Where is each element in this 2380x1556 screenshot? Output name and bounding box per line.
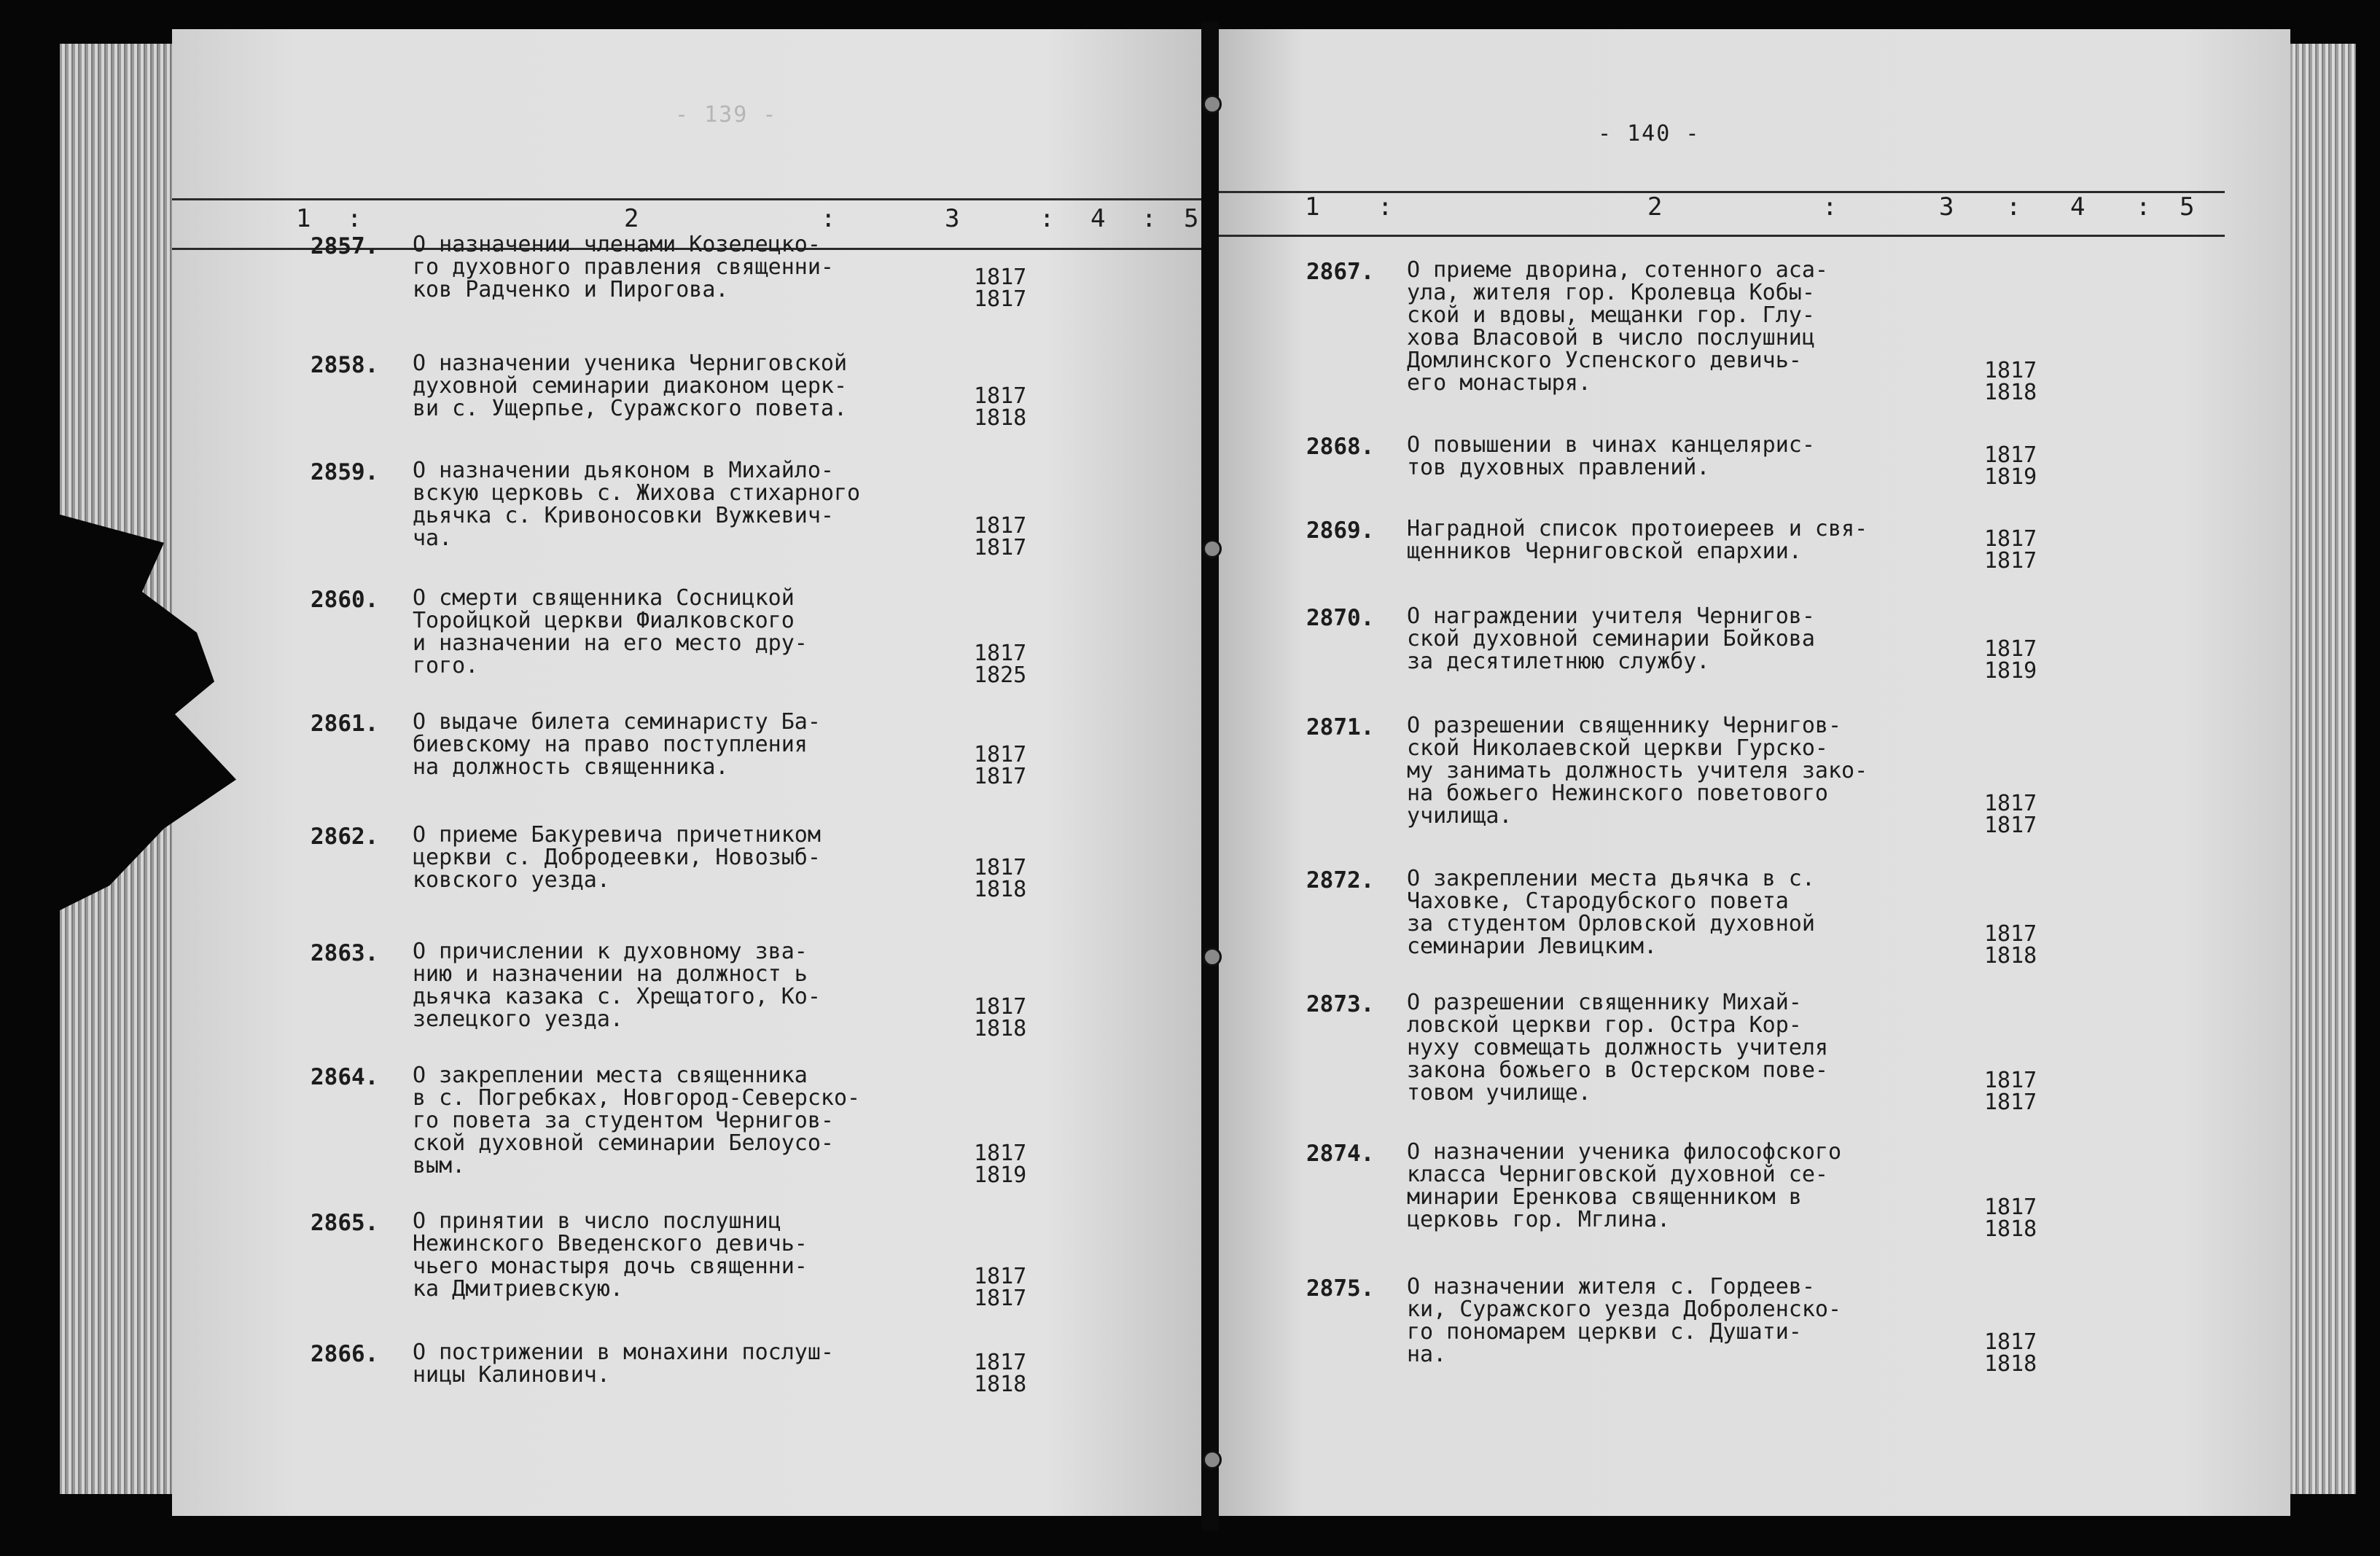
entry-line: ковского уезда. — [413, 867, 610, 893]
right-col-header-3: 3 — [1939, 192, 1954, 222]
entry-years — [1984, 638, 2037, 682]
entry-number: 2859. — [311, 459, 379, 485]
entry-line: ницы Калинович. — [413, 1362, 610, 1388]
entry-number: 2866. — [311, 1341, 379, 1367]
entry-line: дьячка казака с. Хрещатого, Ко- — [413, 984, 821, 1009]
entry-number: 2868. — [1306, 434, 1375, 460]
entry-description — [413, 824, 821, 891]
year-start: 1817 — [1984, 1329, 2037, 1355]
entry-line: ской Николаевской церкви Гурско- — [1407, 735, 1828, 761]
year-end: 1817 — [1984, 1090, 2037, 1115]
entry-line: ской духовной семинарии Бойкова — [1407, 626, 1815, 652]
year-start: 1817 — [1984, 526, 2037, 552]
year-end: 1818 — [974, 1372, 1027, 1397]
entry-years — [1984, 528, 2037, 572]
entry-line: класса Черниговской духовной се- — [1407, 1162, 1828, 1187]
year-end: 1817 — [974, 535, 1027, 560]
year-start: 1817 — [974, 1264, 1027, 1289]
entry-years — [1984, 442, 2037, 490]
entry-number: 2860. — [311, 587, 379, 613]
right-header-rule-bottom — [1219, 235, 2225, 237]
entry-line: за десятилетнюю службу. — [1407, 649, 1710, 674]
entry-line: училища. — [1407, 803, 1513, 829]
entry-number: 2863. — [311, 940, 379, 966]
right-col-header-5: 5 — [2180, 192, 2195, 222]
year-start: 1817 — [974, 1141, 1027, 1166]
entry-line: на божьего Нежинского поветового — [1407, 781, 1828, 806]
entry-line: О принятии в число послушниц — [413, 1208, 781, 1234]
left-page — [172, 29, 1201, 1516]
year-start: 1817 — [1984, 636, 2037, 662]
year-end: 1817 — [974, 1286, 1027, 1311]
entry-number: 2862. — [311, 824, 379, 850]
year-end: 1817 — [974, 286, 1027, 312]
entry-line: духовной семинарии диаконом церк- — [413, 373, 848, 399]
entry-line: О приеме дворина, сотенного аса- — [1407, 257, 1828, 283]
entry-line: О выдаче билета семинаристу Ба- — [413, 709, 821, 735]
entry-line: церкви с. Добродеевки, Новозыб- — [413, 845, 821, 870]
year-end: 1818 — [1984, 1351, 2037, 1377]
entry-line: ча. — [413, 525, 453, 551]
left-col-sep-2: : — [821, 204, 836, 233]
year-end: 1818 — [1984, 380, 2037, 405]
entry-line: О назначении ученика философского — [1407, 1139, 1842, 1165]
entry-line: Чаховке, Стародубского повета — [1407, 888, 1789, 914]
year-end: 1818 — [974, 1016, 1027, 1041]
entry-number: 2869. — [1306, 517, 1375, 544]
entry-number: 2870. — [1306, 605, 1375, 631]
right-col-header-2: 2 — [1647, 192, 1663, 222]
year-start: 1817 — [974, 1350, 1027, 1375]
binding-hole — [1203, 95, 1222, 114]
year-start: 1817 — [974, 994, 1027, 1020]
entry-number: 2871. — [1306, 714, 1375, 740]
year-start: 1817 — [974, 855, 1027, 880]
year-start: 1817 — [974, 265, 1027, 290]
entry-line: Наградной список протоиереев и свя- — [1407, 516, 1868, 542]
year-start: 1817 — [1984, 791, 2037, 816]
entry-line: нуху совмещать должность учителя — [1407, 1035, 1828, 1060]
entry-description — [413, 940, 821, 1031]
entry-line: О повышении в чинах канцелярис- — [1407, 432, 1815, 458]
entry-line: ула, жителя гор. Кролевца Кобы- — [1407, 280, 1815, 305]
left-col-header-4: 4 — [1090, 204, 1106, 233]
entry-description — [1407, 714, 1868, 827]
left-col-header-5: 5 — [1184, 204, 1199, 233]
entry-years — [974, 996, 1026, 1040]
right-col-sep-4: : — [2136, 192, 2151, 222]
year-end: 1818 — [974, 877, 1027, 902]
entry-years — [974, 1352, 1026, 1396]
entry-years — [974, 515, 1026, 559]
binding-hole — [1203, 1450, 1222, 1469]
entry-number: 2864. — [311, 1064, 379, 1090]
entry-line: вскую церковь с. Жихова стихарного — [413, 480, 861, 506]
entry-line: го духовного правления священни- — [413, 254, 834, 280]
entry-line: ской и вдовы, мещанки гор. Глу- — [1407, 302, 1815, 328]
left-page-number: - 139 - — [675, 102, 778, 128]
year-start: 1817 — [1984, 442, 2037, 468]
binding-hole — [1203, 539, 1222, 558]
entry-description — [413, 1064, 860, 1177]
entry-years — [974, 1266, 1026, 1310]
entry-description — [413, 1341, 834, 1386]
entry-description — [1407, 1275, 1841, 1366]
entry-line: О пострижении в монахини послуш- — [413, 1340, 834, 1365]
entry-line: щенников Черниговской епархии. — [1407, 539, 1802, 564]
entry-line: нию и назначении на должност ь — [413, 961, 808, 987]
entry-line: за студентом Орловской духовной — [1407, 911, 1815, 937]
year-end: 1817 — [1984, 548, 2037, 574]
entry-line: ка Дмитриевскую. — [413, 1276, 623, 1302]
entry-number: 2857. — [311, 233, 379, 259]
entry-line: ской духовной семинарии Белоусо- — [413, 1130, 834, 1156]
entry-line: Нежинского Введенского девичь- — [413, 1231, 808, 1256]
entry-number: 2858. — [311, 352, 379, 378]
entry-line: О назначении членами Козелецко- — [413, 232, 821, 257]
entry-years — [974, 643, 1026, 687]
entry-number: 2874. — [1306, 1141, 1375, 1167]
entry-line: О разрешении священнику Чернигов- — [1407, 713, 1842, 738]
year-start: 1817 — [974, 513, 1027, 539]
entry-description — [1407, 605, 1815, 673]
entry-line: ловской церкви гор. Остра Кор- — [1407, 1012, 1802, 1038]
entry-years — [1984, 793, 2037, 837]
right-page-edges — [2290, 44, 2356, 1494]
year-end: 1817 — [974, 764, 1027, 789]
year-start: 1817 — [974, 383, 1027, 409]
right-col-header-4: 4 — [2070, 192, 2086, 222]
entry-number: 2865. — [311, 1210, 379, 1236]
entry-line: на должность священника. — [413, 754, 729, 780]
entry-years — [1984, 923, 2037, 967]
entry-line: хова Власовой в число послушниц — [1407, 325, 1815, 351]
year-start: 1817 — [1984, 1195, 2037, 1220]
entry-description — [1407, 867, 1815, 958]
entry-years — [1984, 1070, 2037, 1114]
left-col-header-3: 3 — [945, 204, 960, 233]
entry-description — [413, 587, 808, 677]
entry-years — [1984, 360, 2037, 404]
year-end: 1819 — [1984, 658, 2037, 684]
entry-line: ки, Суражского уезда Доброленско- — [1407, 1297, 1842, 1322]
year-end: 1818 — [974, 405, 1027, 431]
entry-line: О причислении к духовному зва- — [413, 939, 808, 964]
entry-description — [413, 352, 847, 420]
entry-years — [1984, 1197, 2037, 1240]
book-gutter — [1201, 22, 1219, 1530]
left-col-sep-4: : — [1142, 204, 1157, 233]
left-col-header-1: 1 — [296, 204, 311, 233]
entry-line: закона божьего в Остерском пове- — [1407, 1057, 1828, 1083]
right-col-sep-1: : — [1378, 192, 1393, 222]
entry-years — [974, 1143, 1026, 1186]
left-col-sep-3: : — [1039, 204, 1055, 233]
entry-line: семинарии Левицким. — [1407, 934, 1658, 959]
entry-number: 2873. — [1306, 991, 1375, 1017]
entry-description — [1407, 517, 1868, 563]
entry-years — [974, 744, 1026, 788]
year-start: 1817 — [1984, 921, 2037, 947]
entry-line: зелецкого уезда. — [413, 1006, 623, 1032]
entry-line: О разрешении священнику Михай- — [1407, 990, 1802, 1015]
entry-line: тов духовных правлений. — [1407, 455, 1710, 480]
binding-hole — [1203, 947, 1222, 966]
entry-line: О назначении жителя с. Гордеев- — [1407, 1274, 1815, 1299]
entry-description — [1407, 434, 1815, 479]
entry-line: го пономарем церкви с. Душати- — [1407, 1319, 1802, 1345]
entry-line: его монастыря. — [1407, 370, 1591, 396]
year-end: 1825 — [974, 662, 1027, 688]
year-end: 1819 — [1984, 464, 2037, 490]
entry-line: и назначении на его место дру- — [413, 630, 808, 656]
entry-line: товом училище. — [1407, 1080, 1591, 1106]
entry-description — [1407, 259, 1828, 394]
entry-line: гого. — [413, 653, 479, 679]
entry-line: О назначении дьяконом в Михайло- — [413, 458, 834, 483]
entry-years — [974, 857, 1026, 901]
entry-line: О приеме Бакуревича причетником — [413, 822, 821, 848]
entry-description — [1407, 1141, 1841, 1231]
entry-number: 2861. — [311, 711, 379, 737]
entry-number: 2867. — [1306, 259, 1375, 285]
entry-line: чьего монастыря дочь священни- — [413, 1254, 808, 1279]
year-start: 1817 — [1984, 1068, 2037, 1093]
entry-description — [413, 459, 860, 550]
entry-line: дьячка с. Кривоносовки Вужкевич- — [413, 503, 834, 528]
entry-description — [1407, 991, 1828, 1104]
left-col-sep-1: : — [347, 204, 362, 233]
entry-number: 2872. — [1306, 867, 1375, 894]
entry-line: О награждении учителя Чернигов- — [1407, 603, 1815, 629]
entry-number: 2875. — [1306, 1275, 1375, 1302]
year-end: 1817 — [1984, 813, 2037, 838]
entry-description — [413, 711, 821, 778]
entry-line: ви с. Ущерпье, Суражского повета. — [413, 396, 848, 421]
left-col-header-2: 2 — [624, 204, 639, 233]
year-end: 1818 — [1984, 1216, 2037, 1242]
entry-line: ков Радченко и Пирогова. — [413, 277, 729, 302]
entry-line: О закреплении места священника — [413, 1063, 808, 1088]
entry-line: на. — [1407, 1342, 1447, 1367]
right-col-sep-2: : — [1822, 192, 1838, 222]
entry-years — [974, 267, 1026, 310]
entry-years — [1984, 1329, 2037, 1377]
entry-line: О смерти священника Сосницкой — [413, 585, 795, 611]
entry-line: вым. — [413, 1153, 466, 1178]
entry-line: биевскому на право поступления — [413, 732, 808, 757]
entry-description — [413, 1210, 808, 1300]
entry-line: го повета за студентом Чернигов- — [413, 1108, 834, 1133]
entry-line: О назначении ученика Черниговской — [413, 351, 848, 376]
entry-description — [413, 233, 834, 301]
year-start: 1817 — [974, 641, 1027, 666]
right-page-number: - 140 - — [1598, 121, 1701, 146]
right-col-sep-3: : — [2006, 192, 2021, 222]
right-page — [1219, 29, 2290, 1516]
entry-line: Домлинского Успенского девичь- — [1407, 348, 1802, 373]
entry-line: церковь гор. Мглина. — [1407, 1207, 1671, 1232]
year-start: 1817 — [1984, 358, 2037, 383]
left-header-rule-top — [172, 198, 1201, 200]
entry-line: в с. Погребках, Новгород-Северско- — [413, 1085, 861, 1111]
entry-line: О закреплении места дьячка в с. — [1407, 866, 1815, 891]
year-start: 1817 — [974, 742, 1027, 767]
year-end: 1819 — [974, 1162, 1027, 1188]
entry-years — [974, 383, 1027, 431]
entry-line: минарии Еренкова священником в — [1407, 1184, 1802, 1210]
right-col-header-1: 1 — [1305, 192, 1320, 222]
entry-line: Торойцкой церкви Фиалковского — [413, 608, 795, 633]
year-end: 1818 — [1984, 943, 2037, 969]
entry-line: му занимать должность учителя зако- — [1407, 758, 1868, 783]
